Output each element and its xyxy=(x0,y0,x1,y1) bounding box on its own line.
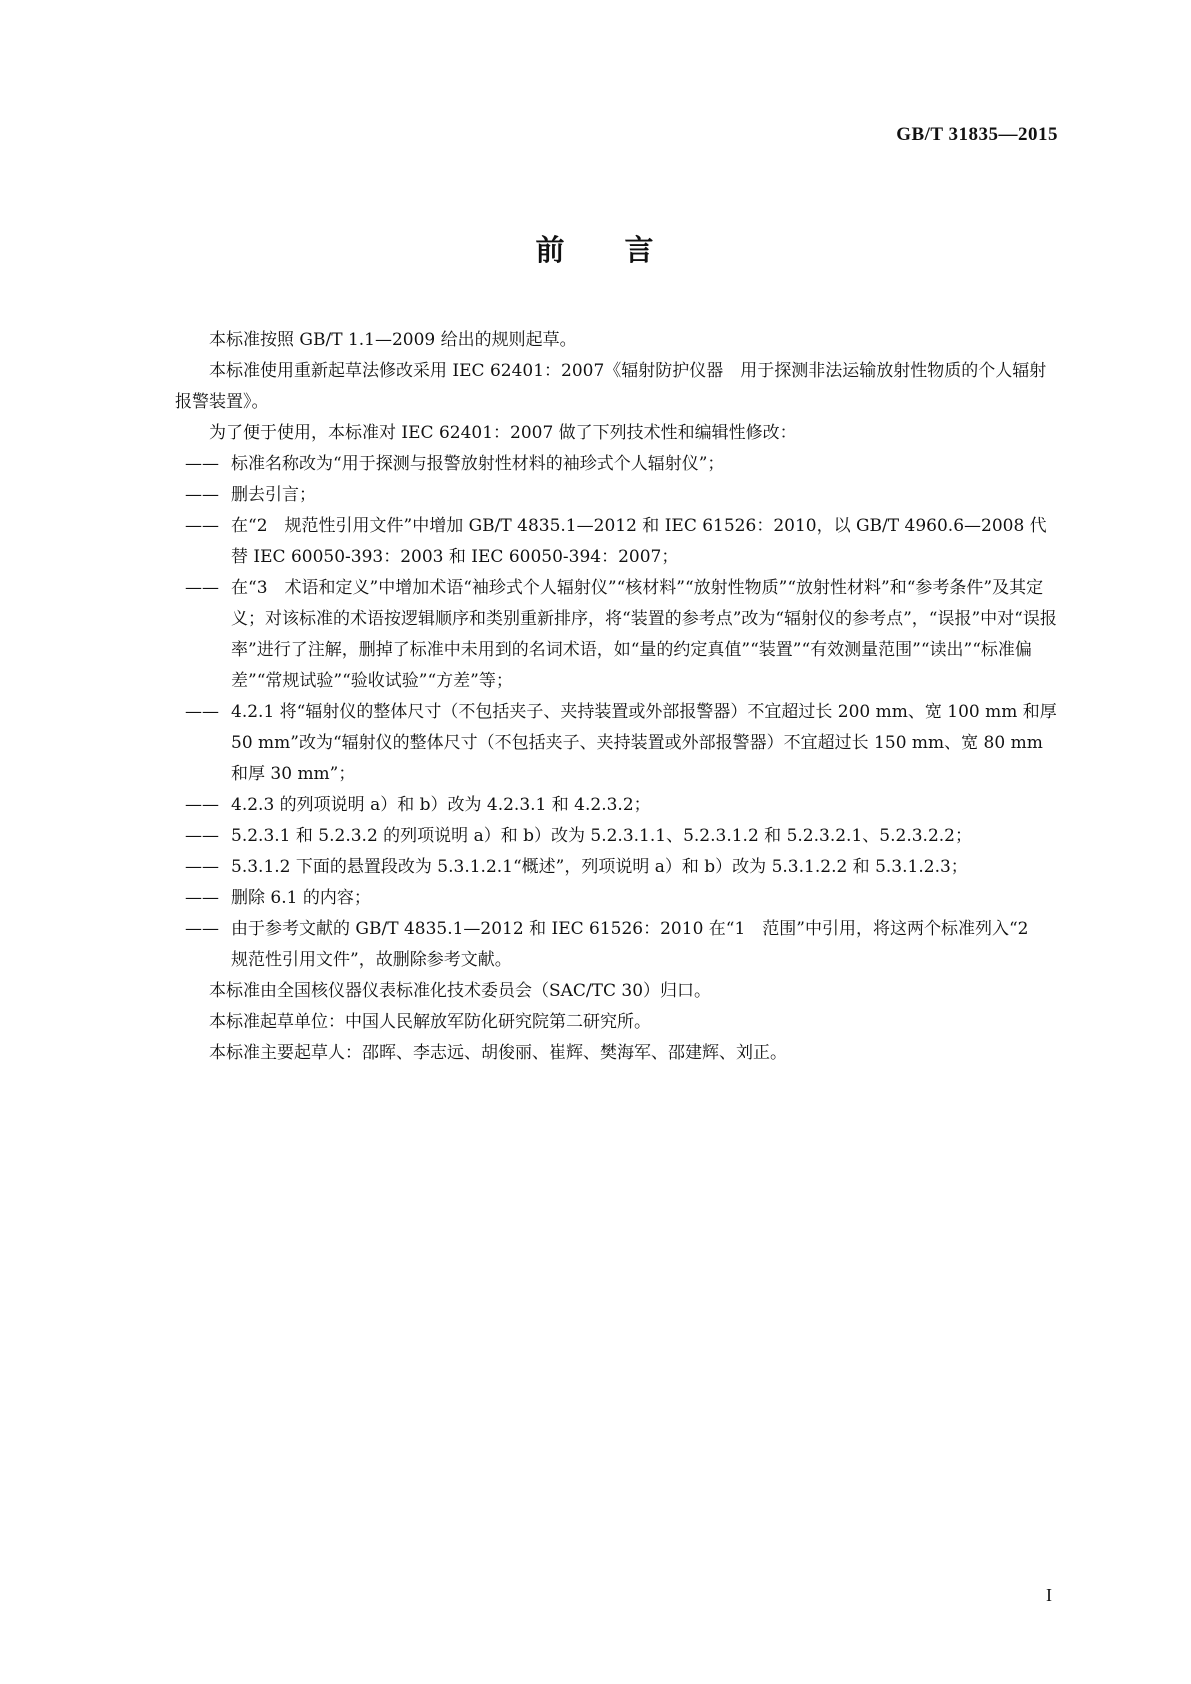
list-item xyxy=(175,449,1058,480)
list-item xyxy=(175,480,1058,511)
list-item xyxy=(175,790,1058,821)
dash-marker: —— xyxy=(185,702,219,722)
dash-marker: —— xyxy=(185,578,219,598)
list-item-text: 由于参考文献的 GB/T 4835.1—2012 和 IEC 61526：2010 在“1 范围”中引用，将这两个标准列入“2 规范性引用文件”，故删除参考文献。 xyxy=(231,919,1046,970)
page-number: I xyxy=(1046,1585,1052,1605)
paragraph-main-drafters: 本标准主要起草人：邵晖、李志远、胡俊丽、崔辉、樊海军、邵建辉、刘正。 xyxy=(209,1043,787,1063)
list-item xyxy=(175,914,1058,976)
title-char-2: 言 xyxy=(624,233,656,267)
dash-marker: —— xyxy=(185,857,219,877)
list-item-text: 5.3.1.2 下面的悬置段改为 5.3.1.2.1“概述”，列项说明 a）和 b）改为 5.3.1.2.2 和 5.3.1.2.3； xyxy=(231,857,968,877)
standard-code-header: GB/T 31835—2015 xyxy=(896,124,1058,145)
list-item-text: 4.2.3 的列项说明 a）和 b）改为 4.2.3.1 和 4.2.3.2； xyxy=(231,795,651,815)
foreword-body xyxy=(175,325,1058,1069)
dash-marker: —— xyxy=(185,919,219,939)
list-item xyxy=(175,821,1058,852)
list-item-text: 删去引言； xyxy=(231,485,316,505)
paragraph-adoption: 本标准使用重新起草法修改采用 IEC 62401：2007《辐射防护仪器 用于探测非法运输放射性物质的个人辐射报警装置》。 xyxy=(175,361,1047,412)
list-item-text: 在“2 规范性引用文件”中增加 GB/T 4835.1—2012 和 IEC 61526：2010，以 GB/T 4960.6—2008 代替 IEC 60050-393：2003 和 IEC 60050-394：2007； xyxy=(231,516,1047,567)
list-item xyxy=(175,573,1058,697)
list-item-text: 5.2.3.1 和 5.2.3.2 的列项说明 a）和 b）改为 5.2.3.1.1、5.2.3.1.2 和 5.2.3.2.1、5.2.3.2.2； xyxy=(231,826,972,846)
list-item xyxy=(175,697,1058,790)
title-char-1: 前 xyxy=(535,233,567,267)
list-item xyxy=(175,883,1058,914)
paragraph-modifications-intro: 为了便于使用，本标准对 IEC 62401：2007 做了下列技术性和编辑性修改： xyxy=(209,423,797,443)
page-title xyxy=(0,228,1191,269)
list-item xyxy=(175,511,1058,573)
list-item xyxy=(175,852,1058,883)
dash-marker: —— xyxy=(185,516,219,536)
list-item-text: 标准名称改为“用于探测与报警放射性材料的袖珍式个人辐射仪”； xyxy=(231,454,725,474)
list-item-text: 4.2.1 将“辐射仪的整体尺寸（不包括夹子、夹持装置或外部报警器）不宜超过长 200 mm、宽 100 mm 和厚 50 mm”改为“辐射仪的整体尺寸（不包括夹子、夹持装置或外部报警器）不宜超过长 150 mm、宽 80 mm 和厚 30 mm”； xyxy=(231,702,1057,784)
list-item-text: 在“3 术语和定义”中增加术语“袖珍式个人辐射仪”“核材料”“放射性物质”“放射性材料”和“参考条件”及其定义；对该标准的术语按逻辑顺序和类别重新排序，将“装置的参考点”改为“辐射仪的参考点”，“误报”中对“误报率”进行了注解，删掉了标准中未用到的名词术语，如“量的约定真值”“装置”“有效测量范围”“读出”“标准偏差”“常规试验”“验收试验”“方差”等； xyxy=(231,578,1057,691)
paragraph-responsible-committee: 本标准由全国核仪器仪表标准化技术委员会（SAC/TC 30）归口。 xyxy=(209,981,712,1001)
dash-marker: —— xyxy=(185,454,219,474)
dash-marker: —— xyxy=(185,795,219,815)
list-item-text: 删除 6.1 的内容； xyxy=(231,888,371,908)
dash-marker: —— xyxy=(185,485,219,505)
dash-marker: —— xyxy=(185,888,219,908)
dash-marker: —— xyxy=(185,826,219,846)
paragraph-drafting-organization: 本标准起草单位：中国人民解放军防化研究院第二研究所。 xyxy=(209,1012,651,1032)
paragraph-drafting-rules: 本标准按照 GB/T 1.1—2009 给出的规则起草。 xyxy=(209,330,577,350)
